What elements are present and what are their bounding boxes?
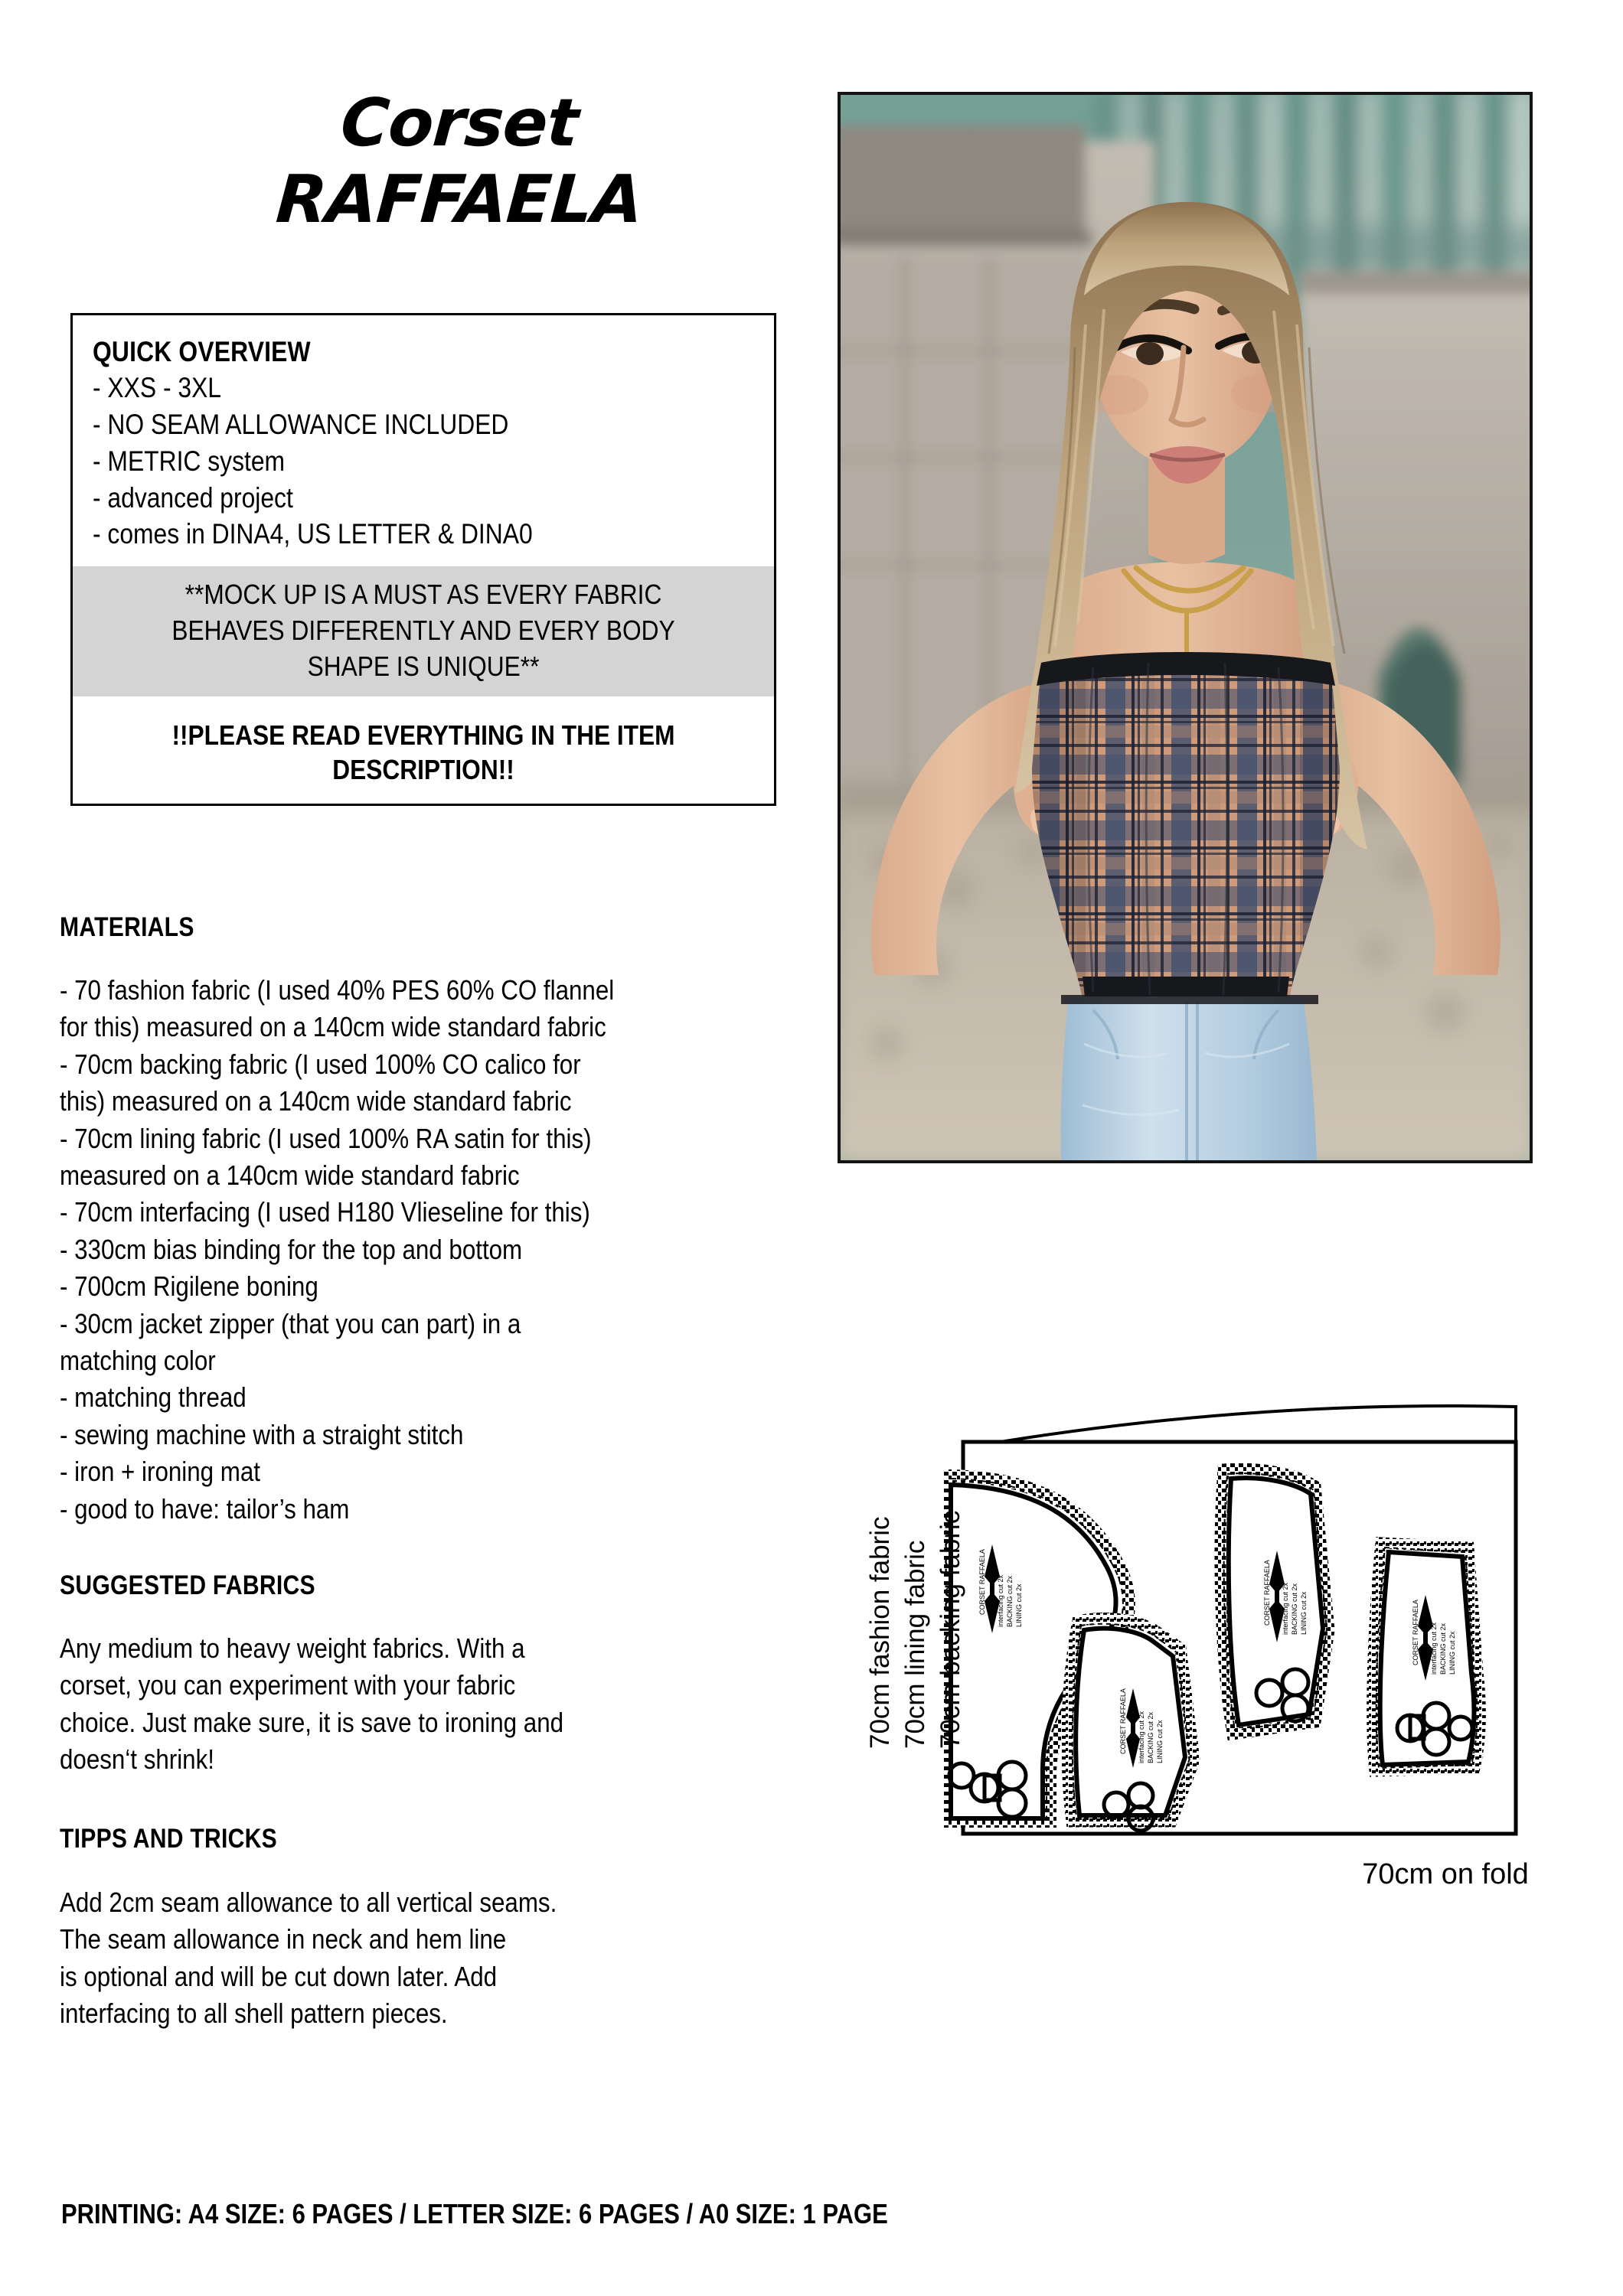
- overview-item-seam: - NO SEAM ALLOWANCE INCLUDED: [93, 409, 509, 441]
- mockup-warning-line-1: **MOCK UP IS A MUST AS EVERY FABRIC: [185, 578, 662, 610]
- suggested-fabrics-line: doesn‘t shrink!: [60, 1743, 214, 1776]
- svg-text:interfacing cut 2x: interfacing cut 2x: [1138, 1711, 1145, 1763]
- materials-line: - 70cm backing fabric (I used 100% CO calico for: [60, 1048, 581, 1080]
- pattern-piece-3: [1220, 1469, 1329, 1734]
- piece-label-cut-1: interfacing cut 2x: [997, 1574, 1004, 1627]
- suggested-fabrics-line: corset, you can experiment with your fabric: [60, 1669, 516, 1701]
- layout-label-fashion-fabric: 70cm fashion fabric: [865, 1516, 895, 1749]
- materials-line: - 330cm bias binding for the top and bottom: [60, 1233, 523, 1265]
- layout-label-backing-fabric: 70cm backing fabric: [936, 1510, 965, 1749]
- materials-line: - 70cm lining fabric (I used 100% RA satin for this): [60, 1122, 592, 1154]
- tipps-line: is optional and will be cut down later. Add: [60, 1960, 498, 1992]
- materials-line: - 70cm interfacing (I used H180 Vlieseline for this): [60, 1196, 590, 1228]
- suggested-fabrics-heading: SUGGESTED FABRICS: [60, 1570, 315, 1600]
- svg-text:CORSET RAFFAELA: CORSET RAFFAELA: [1263, 1560, 1271, 1626]
- svg-text:BACKING cut 2x: BACKING cut 2x: [1147, 1711, 1154, 1763]
- svg-text:CORSET RAFFAELA: CORSET RAFFAELA: [1119, 1688, 1127, 1754]
- overview-item-difficulty: - advanced project: [93, 481, 293, 514]
- tipps-line: The seam allowance in neck and hem line: [60, 1923, 507, 1955]
- quick-overview-heading: QUICK OVERVIEW: [93, 336, 311, 367]
- pattern-piece-2: [1067, 1619, 1194, 1831]
- materials-line: - good to have: tailor’s ham: [60, 1492, 350, 1525]
- layout-label-lining-fabric: 70cm lining fabric: [900, 1540, 930, 1749]
- materials-line: matching color: [60, 1345, 216, 1377]
- materials-line: - matching thread: [60, 1381, 247, 1414]
- materials-list: [60, 972, 833, 1528]
- svg-text:interfacing cut 2x: interfacing cut 2x: [1430, 1622, 1438, 1675]
- svg-text:interfacing cut 2x: interfacing cut 2x: [1282, 1582, 1289, 1635]
- mockup-warning-banner: [73, 566, 774, 696]
- layout-label-on-fold: 70cm on fold: [1362, 1858, 1529, 1890]
- please-read-line-1: !!PLEASE READ EVERYTHING IN THE ITEM: [171, 719, 675, 752]
- please-read-notice: [93, 718, 754, 787]
- mockup-warning-line-2: BEHAVES DIFFERENTLY AND EVERY BODY: [171, 614, 675, 646]
- model-photo-illustration: [841, 95, 1530, 1160]
- cutting-layout-diagram: [834, 1362, 1569, 1898]
- piece-label-cut-3: LINING cut 2x: [1015, 1583, 1023, 1627]
- piece-label-name: CORSET RAFFAELA: [978, 1549, 986, 1615]
- please-read-line-2: DESCRIPTION!!: [332, 754, 514, 786]
- suggested-fabrics-line: choice. Just make sure, it is save to ironing and: [60, 1706, 564, 1738]
- materials-line: - sewing machine with a straight stitch: [60, 1418, 464, 1450]
- tipps-and-tricks-heading: TIPPS AND TRICKS: [60, 1824, 277, 1854]
- suggested-fabrics-text: [60, 1630, 833, 1779]
- materials-line: - 30cm jacket zipper (that you can part) in a: [60, 1307, 521, 1339]
- title-line-corset: Corset: [338, 85, 581, 161]
- svg-text:LINING cut 2x: LINING cut 2x: [1156, 1720, 1164, 1763]
- suggested-fabrics-line: Any medium to heavy weight fabrics. With a: [60, 1632, 525, 1664]
- svg-text:CORSET RAFFAELA: CORSET RAFFAELA: [1412, 1600, 1419, 1665]
- page-title: [191, 85, 727, 238]
- piece-label-cut-2: BACKING cut 2x: [1006, 1575, 1014, 1627]
- materials-line: for this) measured on a 140cm wide standard fabric: [60, 1011, 606, 1043]
- tipps-line: interfacing to all shell pattern pieces.: [60, 1998, 448, 2030]
- overview-item-metric: - METRIC system: [93, 445, 286, 477]
- svg-text:BACKING cut 2x: BACKING cut 2x: [1291, 1583, 1298, 1635]
- title-line-raffaela: RAFFAELA: [273, 161, 645, 238]
- overview-item-formats: - comes in DINA4, US LETTER & DINA0: [93, 518, 533, 550]
- quick-overview-box: [70, 313, 776, 806]
- pattern-piece-4: [1373, 1543, 1481, 1771]
- tipps-and-tricks-text: [60, 1884, 833, 2033]
- materials-line: - iron + ironing mat: [60, 1456, 260, 1488]
- overview-item-sizes: - XXS - 3XL: [93, 372, 222, 404]
- model-photo: [838, 92, 1533, 1163]
- printing-footer: PRINTING: A4 SIZE: 6 PAGES / LETTER SIZE: 6 PAGES / A0 SIZE: 1 PAGE: [61, 2198, 888, 2229]
- materials-line: - 700cm Rigilene boning: [60, 1270, 318, 1303]
- svg-text:LINING cut 2x: LINING cut 2x: [1300, 1591, 1308, 1635]
- materials-line: this) measured on a 140cm wide standard fabric: [60, 1085, 572, 1117]
- mockup-warning-line-3: SHAPE IS UNIQUE**: [307, 650, 540, 682]
- svg-text:BACKING cut 2x: BACKING cut 2x: [1439, 1623, 1447, 1675]
- materials-line: - 70 fashion fabric (I used 40% PES 60% CO flannel: [60, 974, 615, 1006]
- materials-heading: MATERIALS: [60, 912, 194, 942]
- materials-line: measured on a 140cm wide standard fabric: [60, 1159, 520, 1192]
- svg-text:LINING cut 2x: LINING cut 2x: [1448, 1631, 1456, 1675]
- tipps-line: Add 2cm seam allowance to all vertical seams.: [60, 1887, 557, 1918]
